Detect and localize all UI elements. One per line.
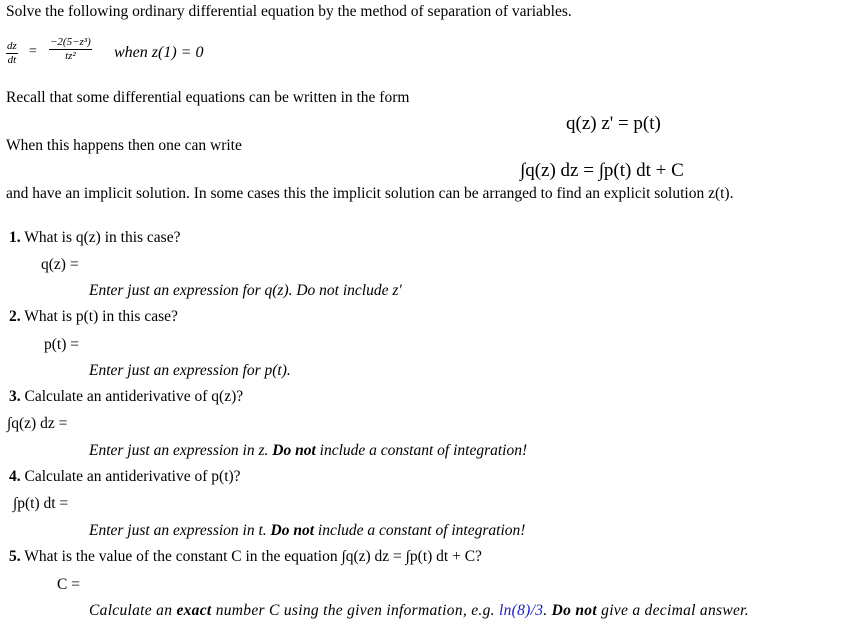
answer-label-p: p(t) = (44, 336, 79, 353)
hint-text: give a decimal answer. (601, 602, 749, 619)
answer-label-q: q(z) = (41, 256, 79, 273)
hint-int-q (89, 442, 527, 460)
answer-label-int-q: ∫q(z) dz = (7, 415, 68, 432)
hint-emphasis: exact (176, 602, 212, 619)
ode-condition: when z(1) = 0 (114, 44, 204, 61)
implicit-text: and have an implicit solution. In some cases this the implicit solution can be arranged to find an explicit solution z(t). (6, 185, 734, 202)
when-text: When this happens then one can write (6, 137, 242, 154)
ode-equals: = (29, 44, 37, 59)
hint-text: include a constant of integration! (319, 442, 528, 459)
hint-text: Enter just an expression in t. (89, 522, 267, 539)
question-2 (9, 308, 178, 326)
recall-text: Recall that some differential equations can be written in the form (6, 89, 410, 106)
hint-text: number C using the given information, e.g. (215, 602, 495, 619)
question-5 (9, 548, 482, 566)
hint-emphasis: Do not (270, 522, 315, 539)
hint-p: Enter just an expression for p(t). (89, 362, 291, 379)
ode-lhs-denominator: dt (7, 54, 17, 66)
integral-equation: ∫q(z) dz = ∫p(t) dt + C (520, 160, 684, 181)
hint-text: include a constant of integration! (317, 522, 526, 539)
hint-emphasis: Do not (272, 442, 316, 459)
hint-example-link: ln(8)/3 (498, 602, 544, 619)
question-1 (9, 229, 180, 247)
question-text: Calculate an antiderivative of p(t)? (24, 468, 241, 485)
question-text: What is the value of the constant C in the equation ∫q(z) dz = ∫p(t) dt + C? (24, 548, 482, 565)
question-number: 5. (9, 548, 21, 565)
hint-emphasis: Do not (551, 602, 597, 619)
ode-lhs-fraction (6, 41, 18, 66)
ode-lhs-numerator: dz (7, 40, 17, 52)
intro-line: Solve the following ordinary differential equation by the method of separation of variables. (6, 3, 572, 20)
hint-c (89, 602, 749, 620)
hint-text: Calculate an (89, 602, 173, 619)
question-number: 3. (9, 388, 21, 405)
question-number: 2. (9, 308, 21, 325)
question-4 (9, 468, 241, 486)
hint-text: . (543, 602, 548, 619)
answer-label-int-p: ∫p(t) dt = (13, 495, 69, 512)
ode-rhs-denominator: tz² (65, 50, 76, 62)
question-3 (9, 388, 243, 406)
question-number: 4. (9, 468, 21, 485)
answer-label-c: C = (57, 576, 80, 593)
ode-rhs-numerator: −2(5−z³) (50, 36, 91, 48)
hint-int-p (89, 522, 525, 540)
question-text: Calculate an antiderivative of q(z)? (24, 388, 244, 405)
form-equation: q(z) z' = p(t) (566, 113, 661, 134)
question-text: What is p(t) in this case? (24, 308, 178, 325)
hint-q: Enter just an expression for q(z). Do not include z' (89, 282, 402, 299)
ode-rhs-fraction (49, 37, 92, 62)
question-number: 1. (9, 229, 21, 246)
question-text: What is q(z) in this case? (24, 229, 181, 246)
hint-text: Enter just an expression in z. (89, 442, 269, 459)
